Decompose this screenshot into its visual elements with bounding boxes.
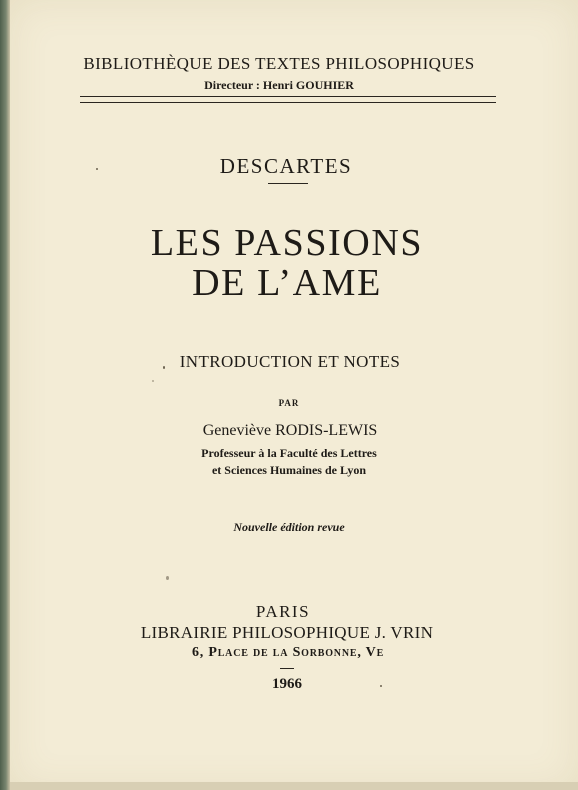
year-divider	[280, 668, 294, 669]
paper-speck	[166, 576, 169, 580]
editor-affiliation-line-1: Professeur à la Faculté des Lettres	[201, 446, 377, 460]
book-spine-edge	[0, 0, 10, 790]
cover-bottom-edge	[10, 782, 578, 790]
publisher-address: 6, Place de la Sorbonne, Ve	[191, 645, 385, 660]
book-cover	[10, 0, 578, 790]
book-title-line-2: DE L’AME	[192, 262, 382, 304]
author-divider	[268, 183, 308, 184]
introduction-heading: INTRODUCTION ET NOTES	[179, 352, 401, 371]
editor-affiliation-line-2: et Sciences Humaines de Lyon	[211, 463, 366, 477]
author-name: DESCARTES	[219, 154, 353, 178]
book-title-line-1: LES PASSIONS	[150, 222, 424, 264]
paper-speck	[380, 685, 382, 687]
header-double-rule	[80, 96, 496, 103]
paper-speck	[152, 380, 154, 382]
series-director: Directeur : Henri GOUHIER	[204, 78, 354, 92]
publisher-name: LIBRAIRIE PHILOSOPHIQUE J. VRIN	[140, 623, 434, 642]
series-title: BIBLIOTHÈQUE DES TEXTES PHILOSOPHIQUES	[83, 54, 475, 73]
editor-name: Geneviève RODIS-LEWIS	[202, 422, 378, 439]
publication-year: 1966	[272, 676, 302, 692]
edition-note: Nouvelle édition revue	[233, 520, 345, 534]
par-label: PAR	[278, 398, 300, 408]
paper-speck	[163, 366, 165, 369]
publisher-city: PARIS	[255, 602, 311, 621]
paper-speck	[96, 168, 98, 170]
